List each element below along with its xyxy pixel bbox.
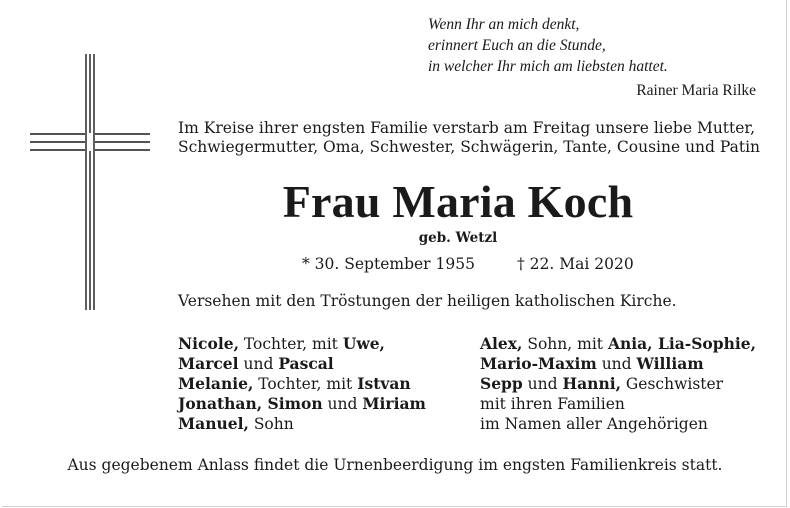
birth-date: * 30. September 1955 bbox=[302, 255, 475, 273]
mourner-name: Alex, bbox=[480, 334, 523, 353]
mourner-relation: Tochter, mit bbox=[238, 335, 343, 353]
poem bbox=[428, 14, 768, 77]
mourner-relation: und bbox=[322, 395, 363, 413]
mourner-line bbox=[178, 334, 426, 354]
intro-line: Schwiegermutter, Oma, Schwester, Schwägerin, Tante, Cousine und Patin bbox=[178, 138, 761, 156]
life-dates bbox=[302, 255, 662, 274]
poem-line: Wenn Ihr an mich denkt, bbox=[428, 16, 580, 33]
cross-icon bbox=[30, 54, 150, 310]
mourner-name: Mario-Maxim bbox=[480, 354, 597, 373]
mourner-line bbox=[480, 354, 756, 374]
mourner-name: Uwe, bbox=[342, 334, 385, 353]
mourner-relation: Sohn bbox=[248, 415, 294, 433]
deceased-name: Frau Maria Koch bbox=[282, 176, 634, 227]
mourner-line bbox=[480, 394, 756, 414]
mourner-name: Nicole, bbox=[178, 334, 239, 353]
mourner-relation: und bbox=[522, 375, 563, 393]
mourners-right bbox=[480, 334, 756, 434]
intro-text bbox=[178, 119, 768, 157]
poem-line: in welcher Ihr mich am liebsten hattet. bbox=[428, 58, 668, 75]
intro-line: Im Kreise ihrer engsten Familie verstarb am Freitag unsere liebe Mutter, bbox=[178, 119, 756, 137]
mourner-name: Miriam bbox=[362, 394, 426, 413]
mourner-line bbox=[480, 414, 756, 434]
poem-author: Rainer Maria Rilke bbox=[636, 82, 756, 99]
mourner-name: Manuel, bbox=[178, 414, 249, 433]
mourner-line bbox=[178, 354, 426, 374]
mourner-line bbox=[480, 374, 756, 394]
mourner-line bbox=[178, 394, 426, 414]
mourner-relation: im Namen aller Angehörigen bbox=[480, 415, 708, 433]
mourner-name: Marcel bbox=[178, 354, 239, 373]
mourner-relation: Sohn, mit bbox=[522, 335, 608, 353]
mourner-line bbox=[178, 374, 426, 394]
mourner-relation: Geschwister bbox=[621, 375, 724, 393]
sacrament-line: Versehen mit den Tröstungen der heiligen katholischen Kirche. bbox=[178, 292, 677, 310]
mourner-name: William bbox=[636, 354, 704, 373]
poem-line: erinnert Euch an die Stunde, bbox=[428, 37, 606, 54]
burial-note: Aus gegebenem Anlass findet die Urnenbeerdigung im engsten Familienkreis statt. bbox=[67, 456, 723, 474]
mourner-relation: Tochter, mit bbox=[253, 375, 358, 393]
mourner-line bbox=[480, 334, 756, 354]
maiden-name: geb. Wetzl bbox=[418, 230, 498, 246]
mourner-relation: und bbox=[238, 355, 279, 373]
mourner-name: Hanni, bbox=[562, 374, 621, 393]
mourner-name: Istvan bbox=[357, 374, 411, 393]
mourner-name: Melanie, bbox=[178, 374, 254, 393]
mourner-name: Sepp bbox=[480, 374, 523, 393]
mourners-left bbox=[178, 334, 426, 434]
mourner-name: Pascal bbox=[278, 354, 334, 373]
death-date: † 22. Mai 2020 bbox=[517, 255, 634, 273]
mourner-name: Ania, Lia-Sophie, bbox=[607, 334, 757, 353]
mourner-relation: und bbox=[596, 355, 637, 373]
mourner-line bbox=[178, 414, 426, 434]
mourner-name: Jonathan, Simon bbox=[178, 394, 323, 413]
mourner-relation: mit ihren Familien bbox=[480, 395, 625, 413]
